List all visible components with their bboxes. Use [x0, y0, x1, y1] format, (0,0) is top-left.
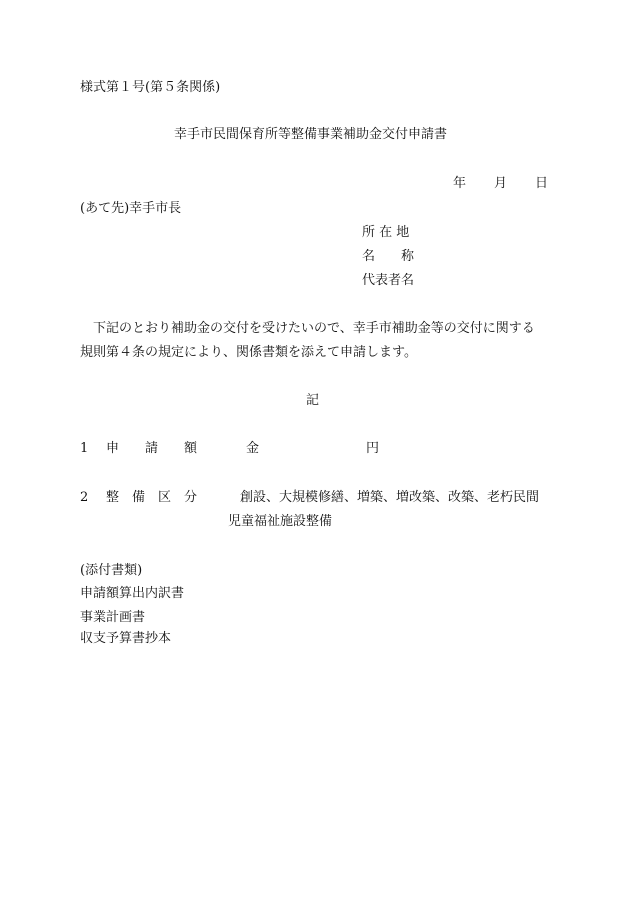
body-text-line-1: 下記のとおり補助金の交付を受けたいので、幸手市補助金等の交付に関する — [93, 321, 535, 336]
applicant-name-label: 名 称 — [362, 249, 415, 264]
item-1-number: 1 — [80, 441, 89, 456]
item-2-value-line-1: 創設、大規模修繕、増築、増改築、改築、老朽民間 — [240, 490, 540, 505]
date-month-label: 月 — [494, 176, 508, 191]
addressee: (あて先)幸手市長 — [80, 201, 182, 216]
body-text-line-2: 規則第４条の規定により、関係書類を添えて申請します。 — [80, 345, 417, 360]
date-day-label: 日 — [535, 176, 549, 191]
attachment-item: 収支予算書抄本 — [80, 631, 172, 646]
attachment-item: 事業計画書 — [80, 610, 146, 625]
applicant-representative-label: 代表者名 — [362, 273, 415, 288]
item-2-label: 整 備 区 分 — [106, 490, 198, 505]
item-1-amount-unit: 円 — [366, 441, 380, 456]
date-year-label: 年 — [453, 176, 467, 191]
ki-marker: 記 — [306, 393, 320, 408]
item-2-number: 2 — [80, 490, 89, 505]
form-number: 様式第１号(第５条関係) — [80, 80, 221, 95]
applicant-address-label: 所 在 地 — [362, 225, 410, 240]
item-1-amount-prefix: 金 — [246, 441, 260, 456]
attachments-heading: (添付書類) — [80, 563, 143, 578]
attachment-item: 申請額算出内訳書 — [80, 586, 185, 601]
form-title: 幸手市民間保育所等整備事業補助金交付申請書 — [174, 127, 448, 142]
item-2-value-line-2: 児童福祉施設整備 — [228, 514, 333, 529]
item-1-label: 申 請 額 — [106, 441, 198, 456]
